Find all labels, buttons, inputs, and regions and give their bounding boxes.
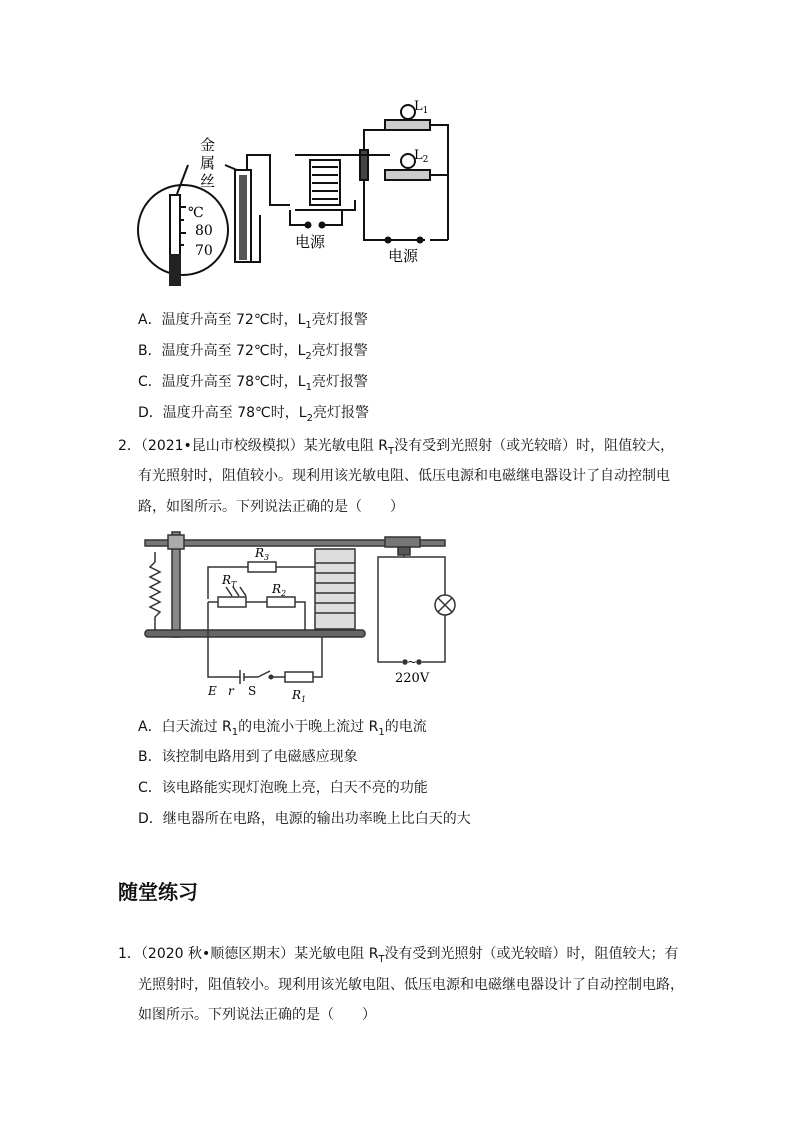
figure-thermometer-alarm-circuit bbox=[130, 95, 450, 295]
lamp1-label: $L_1$ bbox=[414, 99, 429, 116]
q2-option-c: C．该电路能实现灯泡晚上亮，白天不亮的功能 bbox=[138, 780, 428, 796]
s-label: S bbox=[248, 684, 257, 698]
q2-line-2: 有光照射时，阻值较小。现利用该光敏电阻、低压电源和电磁继电器设计了自动控制电 bbox=[138, 468, 670, 484]
resistor-r1 bbox=[285, 672, 313, 682]
metal-label-3: 丝 bbox=[200, 172, 216, 190]
lamp-l2-icon bbox=[401, 154, 415, 168]
power-label-2: 电源 bbox=[388, 247, 419, 265]
base-bar bbox=[145, 630, 365, 637]
q2-option-a: A．白天流过 $R_1$的电流小于晚上流过 $R_1$的电流 bbox=[138, 719, 427, 738]
e-label: E bbox=[208, 684, 217, 698]
tick-70-label: 70 bbox=[195, 243, 213, 259]
q2-line-1: 2．（2021•昆山市校级模拟）某光敏电阻 $R_T$没有受到光照射（或光较暗）时，阻值较大， bbox=[118, 438, 675, 457]
spring-icon bbox=[150, 552, 160, 632]
voltage-label: 220V bbox=[395, 671, 430, 686]
q2-option-d: D．继电器所在电路，电源的输出功率晚上比白天的大 bbox=[138, 811, 471, 827]
r3-label: $R_3$ bbox=[255, 546, 270, 562]
magnifier-circle bbox=[138, 185, 228, 275]
r1-label: $R_1$ bbox=[292, 688, 307, 704]
resistor-r3 bbox=[248, 562, 276, 572]
r2-label: $R_2$ bbox=[272, 582, 287, 598]
p1-line-1: 1．（2020 秋•顺德区期末）某光敏电阻 $R_T$没有受到光照射（或光较暗）时，阻值较大；有 bbox=[118, 946, 679, 965]
metal-label-2: 属 bbox=[200, 154, 216, 172]
section-heading: 随堂练习 bbox=[118, 880, 198, 904]
q1-option-c: C．温度升高至 78℃时，$L_1$亮灯报警 bbox=[138, 374, 368, 393]
figure-relay-control-circuit bbox=[140, 527, 460, 712]
q1-option-a: A．温度升高至 72℃时，$L_1$亮灯报警 bbox=[138, 312, 368, 331]
r-label: r bbox=[228, 684, 234, 698]
p1-line-3: 如图所示。下列说法正确的是（ ） bbox=[138, 1007, 376, 1023]
q2-option-b: B．该控制电路用到了电磁感应现象 bbox=[138, 749, 358, 765]
p1-line-2: 光照射时，阻值较小。现利用该光敏电阻、低压电源和电磁继电器设计了自动控制电路， bbox=[138, 977, 684, 993]
lamp-l1-base bbox=[385, 120, 430, 130]
relay-coil bbox=[315, 549, 355, 629]
q1-option-d: D．温度升高至 78℃时，$L_2$亮灯报警 bbox=[138, 405, 369, 424]
q2-line-3: 路，如图所示。下列说法正确的是（ ） bbox=[138, 499, 404, 515]
ac-tilde: ~ bbox=[407, 655, 418, 669]
resistor-r2 bbox=[267, 597, 295, 607]
rt-label: $R_T$ bbox=[222, 573, 237, 589]
resistor-rt bbox=[218, 597, 246, 607]
power-label-1: 电源 bbox=[295, 233, 326, 251]
lamp-l1-icon bbox=[401, 105, 415, 119]
lamp-l2-base bbox=[385, 170, 430, 180]
lamp2-label: $L_2$ bbox=[414, 148, 429, 165]
tick-80-label: 80 bbox=[195, 223, 213, 239]
celsius-label: ℃ bbox=[188, 205, 204, 221]
q1-option-b: B．温度升高至 72℃时，$L_2$亮灯报警 bbox=[138, 343, 368, 362]
metal-label-1: 金 bbox=[200, 136, 216, 154]
